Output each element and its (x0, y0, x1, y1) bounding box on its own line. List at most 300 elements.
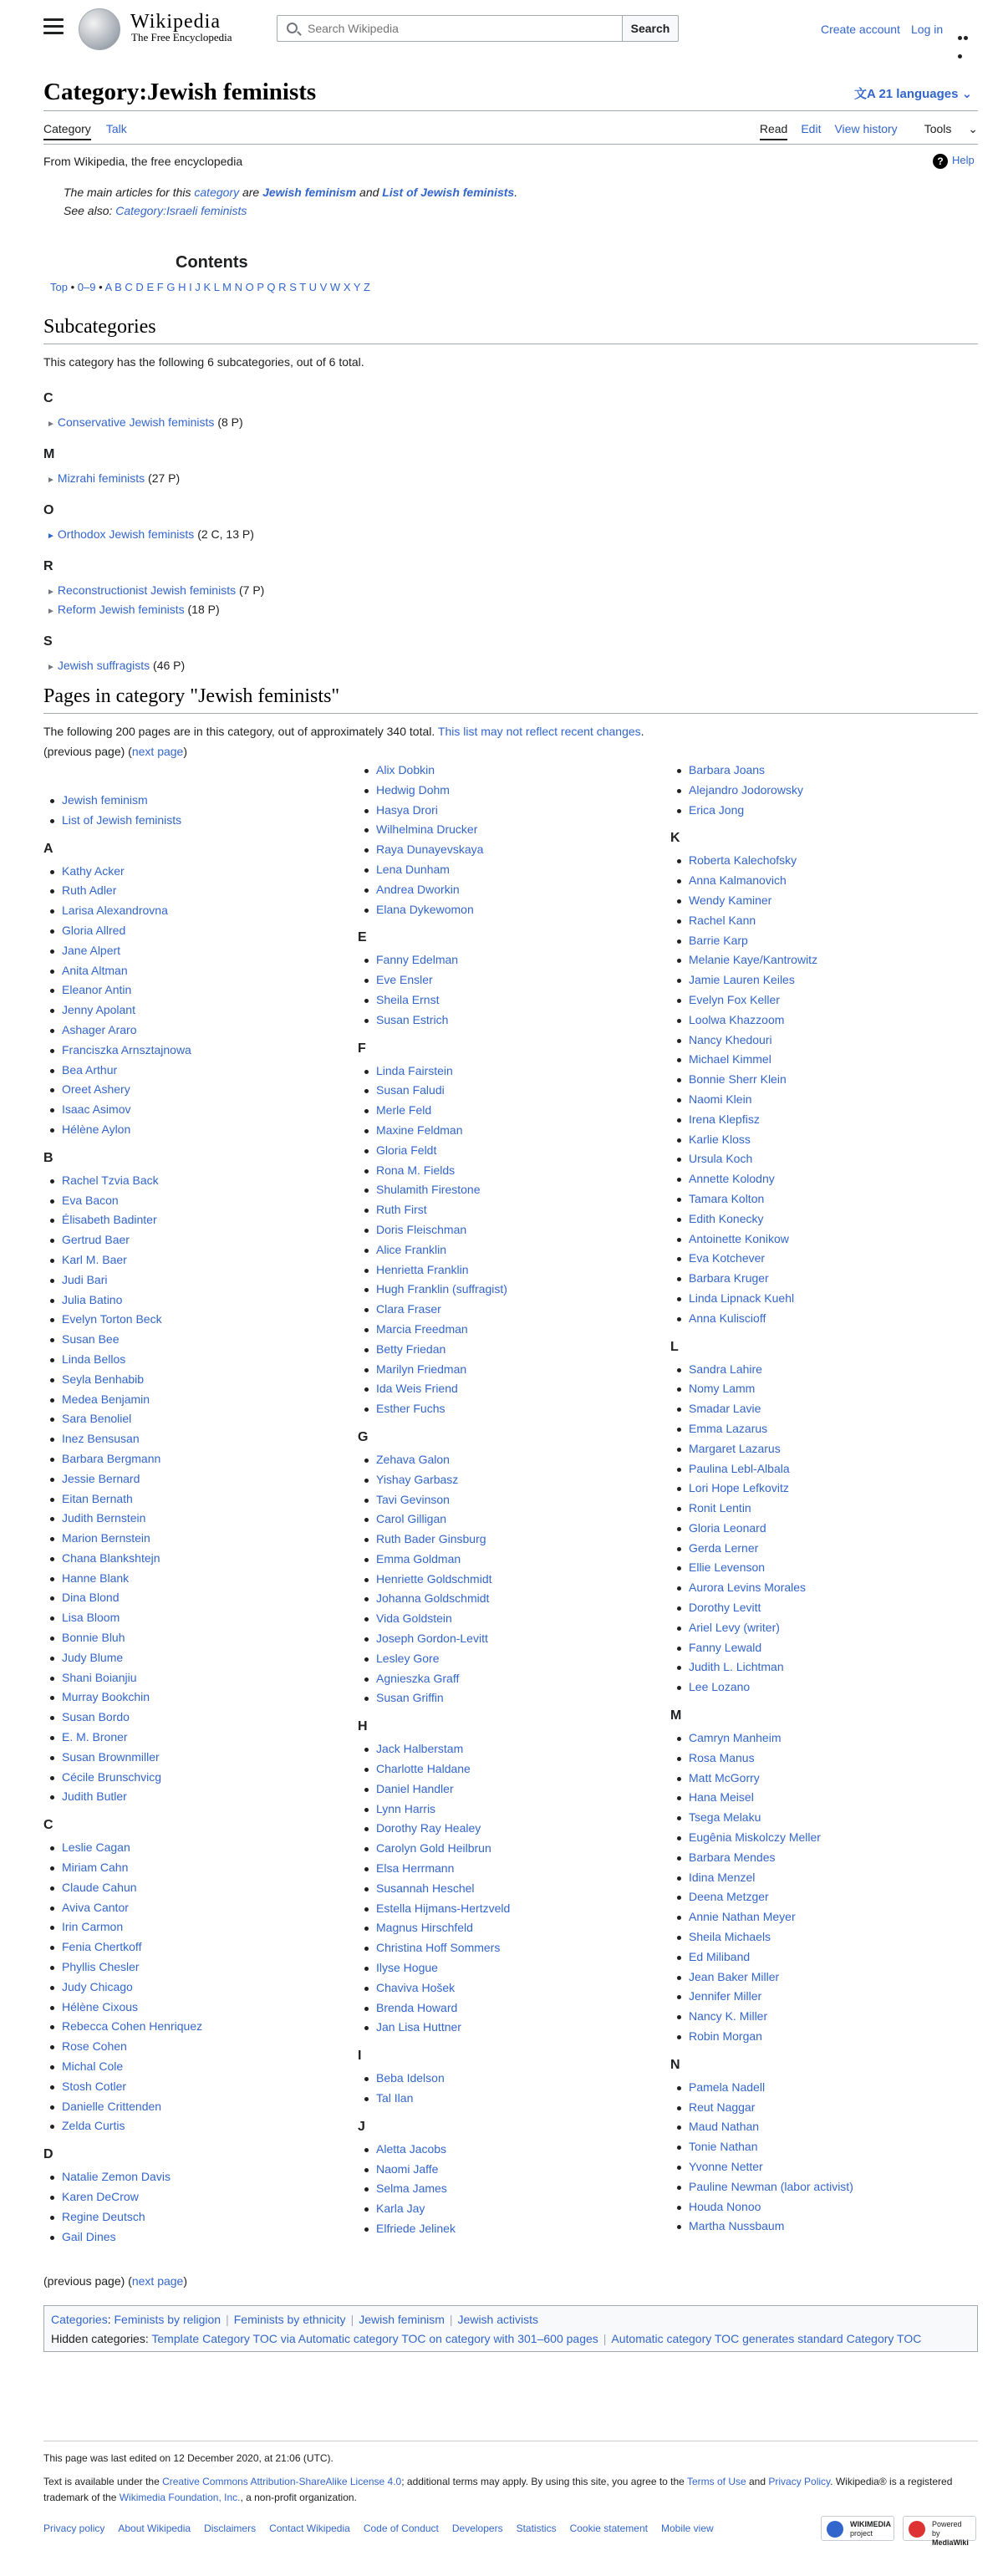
page-link[interactable]: Julia Batino (62, 1292, 123, 1306)
page-link[interactable]: Aletta Jacobs (376, 2141, 447, 2156)
page-link[interactable]: Houda Nonoo (689, 2199, 761, 2213)
page-link[interactable]: Linda Lipnack Kuehl (689, 1291, 795, 1305)
page-link[interactable]: Isaac Asimov (62, 1102, 131, 1117)
page-link[interactable]: Michael Kimmel (689, 1052, 771, 1067)
page-link[interactable]: Nancy K. Miller (689, 2009, 768, 2024)
page-link[interactable]: Rose Cohen (62, 2039, 127, 2054)
hidden-category-link[interactable]: Template Category TOC via Automatic category TOC on category with 301–600 pages (151, 2332, 598, 2345)
page-link[interactable]: Barbara Mendes (689, 1850, 776, 1864)
page-link[interactable]: Hanne Blank (62, 1571, 130, 1585)
toc-link-letter[interactable]: T (299, 281, 306, 293)
page-link[interactable]: Élisabeth Badinter (62, 1213, 157, 1227)
page-link[interactable]: Sara Benoliel (62, 1412, 132, 1426)
page-link[interactable]: Margaret Lazarus (689, 1441, 781, 1455)
page-link[interactable]: Barbara Kruger (689, 1271, 769, 1285)
page-link[interactable]: Anna Kalmanovich (689, 873, 787, 888)
page-link[interactable]: Evelyn Fox Keller (689, 992, 780, 1006)
page-link[interactable]: Ariel Levy (writer) (689, 1620, 780, 1634)
page-link[interactable]: Roberta Kalechofsky (689, 853, 797, 868)
footer-link[interactable]: Privacy policy (43, 2523, 105, 2534)
license-link[interactable]: Creative Commons Attribution-ShareAlike License 4.0 (162, 2476, 402, 2487)
toc-link-letter[interactable]: V (319, 281, 328, 293)
page-link[interactable]: Aviva Cantor (62, 1900, 129, 1914)
page-link[interactable]: Judith L. Lichtman (689, 1660, 784, 1674)
page-link[interactable]: Alix Dobkin (376, 763, 435, 776)
footer-link[interactable]: Disclaimers (204, 2523, 257, 2534)
page-link[interactable]: Sheila Michaels (689, 1930, 771, 1944)
page-link[interactable]: Betty Friedan (376, 1341, 446, 1356)
page-link[interactable]: Natalie Zemon Davis (62, 2170, 171, 2184)
expand-arrow-icon[interactable]: ► (47, 588, 55, 597)
page-link[interactable]: Linda Bellos (62, 1352, 126, 1366)
page-link[interactable]: Carolyn Gold Heilbrun (376, 1841, 491, 1856)
language-button[interactable] (854, 84, 972, 104)
page-link[interactable]: Susan Bee (62, 1332, 120, 1347)
page-link[interactable]: Irena Klepfisz (689, 1112, 760, 1126)
page-link[interactable]: Sheila Ernst (376, 992, 440, 1006)
page-link[interactable]: Reut Naggar (689, 2100, 756, 2114)
page-link[interactable]: Cécile Brunschvicg (62, 1769, 162, 1784)
page-link[interactable]: Beba Idelson (376, 2071, 445, 2085)
page-link[interactable]: Elsa Herrmann (376, 1861, 455, 1876)
page-link[interactable]: Stosh Cotler (62, 2079, 127, 2093)
page-link[interactable]: Hedwig Dohm (376, 782, 450, 797)
page-link[interactable]: Anna Kuliscioff (689, 1311, 766, 1325)
page-link[interactable]: Sandra Lahire (689, 1362, 762, 1376)
page-link[interactable]: Judith Butler (62, 1789, 127, 1804)
tab-category[interactable]: Category (43, 122, 91, 140)
next-page-link[interactable]: next page (131, 2274, 184, 2288)
more-options-icon[interactable] (958, 27, 975, 32)
page-link[interactable]: Regine Deutsch (62, 2209, 145, 2223)
page-link[interactable]: Eva Bacon (62, 1193, 119, 1207)
tab-read[interactable]: Read (760, 122, 787, 140)
page-link[interactable]: Robin Morgan (689, 2029, 762, 2044)
page-link[interactable]: Joseph Gordon-Levitt (376, 1632, 488, 1646)
page-link[interactable]: Eve Ensler (376, 973, 433, 987)
wikimedia-foundation-link[interactable]: Wikimedia Foundation, Inc. (119, 2492, 241, 2504)
page-link[interactable]: Daniel Handler (376, 1781, 454, 1795)
toc-link-letter[interactable]: E (146, 281, 155, 293)
page-link[interactable]: Dina Blond (62, 1591, 120, 1605)
category-link[interactable]: Jewish feminism (359, 2313, 445, 2326)
page-link[interactable]: Leslie Cagan (62, 1840, 130, 1855)
footer-link[interactable]: Developers (451, 2523, 503, 2534)
page-link[interactable]: Dorothy Ray Healey (376, 1821, 481, 1835)
list-item (43, 1429, 353, 1449)
wikipedia-globe-logo[interactable] (79, 8, 120, 50)
page-link[interactable]: Susan Estrich (376, 1012, 449, 1026)
page-link[interactable]: Fanny Lewald (689, 1640, 762, 1654)
toc-link-top[interactable]: Top (50, 281, 68, 293)
main-menu-button[interactable] (43, 18, 64, 35)
page-link[interactable]: Rosa Manus (689, 1750, 755, 1764)
toc-link-letter[interactable]: W (329, 281, 341, 293)
list-item (43, 791, 353, 811)
page-link[interactable]: Pauline Newman (labor activist) (689, 2179, 853, 2193)
create-account-link[interactable]: Create account (821, 23, 900, 36)
page-link[interactable]: List of Jewish feminists (62, 812, 182, 827)
page-link[interactable]: Rebecca Cohen Henriquez (62, 2019, 203, 2034)
page-link[interactable]: Gail Dines (62, 2229, 116, 2243)
page-link[interactable]: Anita Altman (62, 963, 128, 977)
footer-link[interactable]: Statistics (516, 2523, 557, 2534)
page-link[interactable]: Shani Boianjiu (62, 1670, 137, 1684)
toc-link-letter[interactable]: D (135, 281, 144, 293)
page-link[interactable]: Lesley Gore (376, 1651, 440, 1665)
page-link[interactable]: Larisa Alexandrovna (62, 904, 168, 918)
page-link[interactable]: Doris Fleischman (376, 1222, 467, 1236)
category-link[interactable]: Feminists by ethnicity (233, 2313, 346, 2326)
page-link[interactable]: Gerda Lerner (689, 1540, 759, 1555)
page-link[interactable]: Elfriede Jelinek (376, 2222, 456, 2235)
page-link[interactable]: Alejandro Jodorowsky (689, 782, 803, 797)
page-link[interactable]: Eitan Bernath (62, 1491, 133, 1505)
toc-link-letter[interactable]: A (104, 281, 112, 293)
page-link[interactable]: Karen DeCrow (62, 2190, 139, 2203)
expand-arrow-icon[interactable]: ► (47, 532, 55, 541)
page-link[interactable]: Selma James (376, 2181, 447, 2196)
page-link[interactable]: Merle Feld (376, 1103, 432, 1117)
page-link[interactable]: Lee Lozano (689, 1680, 751, 1694)
page-link[interactable]: Seyla Benhabib (62, 1372, 145, 1386)
wikimedia-project-badge[interactable]: WIKIMEDIA project (821, 2516, 894, 2541)
page-link[interactable]: Emma Lazarus (689, 1421, 768, 1435)
page-link[interactable]: Pamela Nadell (689, 2080, 766, 2094)
page-link[interactable]: Jack Halberstam (376, 1742, 464, 1756)
page-link[interactable]: Jamie Lauren Keiles (689, 973, 795, 987)
categories-label-link[interactable]: Categories (51, 2313, 108, 2326)
page-link[interactable]: Gloria Leonard (689, 1520, 766, 1535)
expand-arrow-icon[interactable]: ► (47, 607, 55, 616)
page-link[interactable]: Charlotte Haldane (376, 1762, 471, 1776)
tools-menu[interactable] (911, 122, 978, 135)
hidden-category-link[interactable]: Automatic category TOC generates standard Category TOC (611, 2332, 922, 2345)
page-link[interactable]: Brenda Howard (376, 2000, 458, 2014)
page-link[interactable]: Agnieszka Graff (376, 1671, 460, 1685)
help-link[interactable] (933, 152, 975, 170)
page-link[interactable]: Yishay Garbasz (376, 1472, 459, 1486)
page-link[interactable]: Karlie Kloss (689, 1132, 751, 1146)
page-link[interactable]: Lori Hope Lefkovitz (689, 1481, 789, 1495)
page-link[interactable]: Ronit Lentin (689, 1501, 751, 1515)
page-link[interactable]: Martha Nussbaum (689, 2219, 785, 2233)
page-link[interactable]: Ashager Araro (62, 1022, 137, 1036)
page-link[interactable]: Hugh Franklin (suffragist) (376, 1282, 507, 1296)
footer-link[interactable]: Code of Conduct (363, 2523, 439, 2534)
page-link[interactable]: Gloria Feldt (376, 1143, 437, 1157)
page-link[interactable]: Susan Bordo (62, 1710, 130, 1724)
page-link[interactable]: Barrie Karp (689, 933, 748, 947)
terms-of-use-link[interactable]: Terms of Use (686, 2476, 746, 2487)
page-link[interactable]: Murray Bookchin (62, 1690, 150, 1704)
toc-link-letter[interactable]: X (343, 281, 351, 293)
page-link[interactable]: Smadar Lavie (689, 1402, 761, 1416)
page-link[interactable]: Magnus Hirschfeld (376, 1921, 473, 1935)
page-link[interactable]: Marilyn Friedman (376, 1362, 467, 1376)
page-link[interactable]: Lynn Harris (376, 1801, 436, 1815)
toc-link-letter[interactable]: Q (267, 281, 276, 293)
page-link[interactable]: Jane Alpert (62, 943, 121, 957)
page-link[interactable]: Matt McGorry (689, 1770, 760, 1784)
list-item (358, 1918, 667, 1938)
page-list (358, 1450, 667, 1708)
page-link[interactable]: Jan Lisa Huttner (376, 2020, 461, 2034)
toc-link-letter[interactable]: I (189, 281, 192, 293)
subcategory-link[interactable]: Reform Jewish feminists (57, 603, 185, 616)
page-link[interactable]: Erica Jong (689, 802, 745, 817)
tab-edit[interactable]: Edit (801, 122, 822, 135)
page-link[interactable]: Henriette Goldschmidt (376, 1571, 492, 1586)
pagination-bottom: (previous page) (next page) (43, 2274, 188, 2288)
page-link[interactable]: Tavi Gevinson (376, 1492, 450, 1506)
list-item (358, 1141, 667, 1161)
page-link[interactable]: Karl M. Baer (62, 1252, 127, 1266)
page-link[interactable]: Zehava Galon (376, 1452, 450, 1466)
footer-link[interactable]: Cookie statement (569, 2523, 648, 2534)
page-link[interactable]: Rona M. Fields (376, 1163, 456, 1177)
toc-link-letter[interactable]: U (308, 281, 317, 293)
page-link[interactable]: Dorothy Levitt (689, 1601, 761, 1615)
page-link[interactable]: Edith Konecky (689, 1211, 764, 1225)
page-link[interactable]: Ruth Bader Ginsburg (376, 1532, 486, 1546)
page-link[interactable]: Rachel Tzvia Back (62, 1173, 159, 1187)
page-link[interactable]: Eva Kotchever (689, 1251, 766, 1265)
page-link[interactable]: Raya Dunayevskaya (376, 843, 484, 857)
page-link[interactable]: Carol Gilligan (376, 1512, 447, 1526)
page-link[interactable]: Irin Carmon (62, 1920, 124, 1934)
page-link[interactable]: Ruth First (376, 1203, 427, 1217)
page-link[interactable]: Chaviva Hošek (376, 1980, 456, 1994)
page-link[interactable]: Deena Metzger (689, 1890, 769, 1904)
page-link[interactable]: Medea Benjamin (62, 1392, 150, 1406)
page-link[interactable]: Michal Cole (62, 2059, 124, 2074)
page-link[interactable]: Barbara Bergmann (62, 1451, 161, 1465)
page-letter-heading: K (670, 831, 680, 846)
category-link[interactable]: Feminists by religion (114, 2313, 221, 2326)
page-link[interactable]: Rachel Kann (689, 913, 756, 927)
page-link[interactable]: Annie Nathan Meyer (689, 1910, 796, 1924)
search-box[interactable] (277, 15, 622, 42)
page-link[interactable]: Nomy Lamm (689, 1382, 756, 1396)
search-button[interactable]: Search (622, 15, 679, 42)
page-link[interactable]: Oreet Ashery (62, 1082, 130, 1097)
toc-link-letter[interactable]: N (234, 281, 242, 293)
page-link[interactable]: Ed Miliband (689, 1949, 751, 1963)
toc-link-letter[interactable]: P (257, 281, 264, 293)
page-link[interactable]: Hasya Drori (376, 802, 438, 817)
toc-link-letter[interactable]: C (125, 281, 133, 293)
page-link[interactable]: Fanny Edelman (376, 953, 459, 967)
page-link[interactable]: Loolwa Khazzoom (689, 1012, 785, 1026)
page-link[interactable]: Lena Dunham (376, 862, 450, 876)
list-item (358, 950, 667, 970)
page-link[interactable]: Paulina Lebl-Albala (689, 1461, 790, 1475)
page-link[interactable]: Esther Fuchs (376, 1402, 445, 1416)
page-link[interactable]: Ursula Koch (689, 1152, 753, 1166)
toc-link-letter[interactable]: M (222, 281, 232, 293)
list-item (43, 1230, 353, 1250)
list-item (358, 900, 667, 920)
page-link[interactable]: Chana Blankshtejn (62, 1550, 160, 1565)
page-link[interactable]: Gloria Allred (62, 923, 126, 937)
page-link[interactable]: Judy Chicago (62, 1979, 133, 1993)
page-link[interactable]: Marcia Freedman (376, 1321, 468, 1336)
toc-link-letter[interactable]: F (156, 281, 164, 293)
expand-arrow-icon[interactable]: ► (47, 476, 55, 485)
page-link[interactable]: Ida Weis Friend (376, 1382, 458, 1396)
subcategory-link[interactable]: Jewish suffragists (57, 659, 150, 672)
page-link[interactable]: Maxine Feldman (376, 1123, 463, 1137)
page-link[interactable]: Bonnie Bluh (62, 1631, 125, 1645)
page-link[interactable]: Antoinette Konikow (689, 1231, 789, 1245)
page-link[interactable]: Ilyse Hogue (376, 1961, 438, 1975)
page-link[interactable]: Idina Menzel (689, 1870, 756, 1884)
page-link[interactable]: E. M. Broner (62, 1730, 128, 1744)
page-link[interactable]: Barbara Joans (689, 763, 766, 776)
page-link[interactable]: Susan Faludi (376, 1083, 445, 1097)
page-link[interactable]: Tal Ilan (376, 2091, 414, 2105)
page-link[interactable]: Judy Blume (62, 1650, 124, 1664)
next-page-link[interactable]: next page (131, 745, 184, 758)
page-link[interactable]: Camryn Manheim (689, 1731, 782, 1745)
expand-arrow-icon[interactable]: ► (47, 663, 55, 672)
subcategory-link[interactable]: Mizrahi feminists (57, 471, 145, 485)
page-link[interactable]: Inez Bensusan (62, 1432, 140, 1446)
page-link[interactable]: Zelda Curtis (62, 2119, 125, 2133)
page-link[interactable]: Bonnie Sherr Klein (689, 1072, 787, 1087)
page-link[interactable]: Hana Meisel (689, 1790, 754, 1805)
category-link[interactable]: category (194, 186, 240, 199)
page-link[interactable]: Karla Jay (376, 2202, 425, 2216)
page-link[interactable]: Danielle Crittenden (62, 2099, 162, 2113)
page-link[interactable]: Vida Goldstein (376, 1611, 452, 1626)
footer-link[interactable]: Mobile view (660, 2523, 714, 2534)
category-link[interactable]: Jewish activists (457, 2313, 539, 2326)
page-link[interactable]: Bea Arthur (62, 1062, 118, 1077)
toc-link-letter[interactable]: S (289, 281, 297, 293)
toc-link-letter[interactable]: R (278, 281, 287, 293)
page-link[interactable]: Hélène Cixous (62, 1999, 139, 2013)
page-link[interactable]: Aurora Levins Morales (689, 1581, 807, 1595)
page-link[interactable]: Miriam Cahn (62, 1861, 129, 1875)
page-link[interactable]: Annette Kolodny (689, 1172, 775, 1186)
tab-talk[interactable]: Talk (105, 122, 127, 135)
page-link[interactable]: Susan Brownmiller (62, 1749, 160, 1764)
page-link[interactable]: Susannah Heschel (376, 1881, 475, 1895)
page-link[interactable]: Shulamith Firestone (376, 1183, 481, 1197)
list-item (670, 1269, 980, 1289)
toc-link-letter[interactable]: B (115, 281, 122, 293)
page-link[interactable]: Lisa Bloom (62, 1611, 120, 1625)
toc-link-letter[interactable]: Z (363, 281, 370, 293)
main-article-link[interactable]: List of Jewish feminists (382, 186, 515, 199)
page-link[interactable]: Jewish feminism (62, 793, 148, 807)
toc-link-letter[interactable]: G (166, 281, 176, 293)
page-link[interactable]: Elana Dykewomon (376, 902, 474, 916)
expand-arrow-icon[interactable]: ► (47, 420, 55, 429)
footer-link[interactable]: About Wikipedia (118, 2523, 191, 2534)
tab-view-history[interactable]: View history (834, 122, 898, 135)
page-link[interactable]: Ellie Levenson (689, 1560, 766, 1575)
page-link[interactable]: Tsega Melaku (689, 1810, 761, 1825)
list-item (358, 1550, 667, 1570)
page-link[interactable]: Maud Nathan (689, 2120, 760, 2134)
logo-title[interactable]: Wikipedia (130, 11, 221, 33)
footer-link[interactable]: Contact Wikipedia (269, 2523, 350, 2534)
page-link[interactable]: Johanna Goldschmidt (376, 1591, 490, 1606)
page-link[interactable]: Wendy Kaminer (689, 893, 772, 907)
see-also-link[interactable]: Category:Israeli feminists (115, 203, 247, 217)
toc-link-letter[interactable]: H (178, 281, 186, 293)
privacy-policy-link[interactable]: Privacy Policy (768, 2476, 831, 2487)
subcategory-letter-heading: O (43, 503, 54, 517)
subcategory-link[interactable]: Reconstructionist Jewish feminists (57, 583, 237, 597)
toc-link-letter[interactable]: O (245, 281, 254, 293)
page-link[interactable]: Phyllis Chesler (62, 1960, 140, 1974)
toc-link-letter[interactable]: K (203, 281, 211, 293)
page-link[interactable]: Jessie Bernard (62, 1471, 140, 1485)
page-link[interactable]: Fenia Chertkoff (62, 1940, 142, 1954)
recent-changes-link[interactable]: This list may not reflect recent changes (437, 725, 641, 738)
page-link[interactable]: Christina Hoff Sommers (376, 1941, 501, 1955)
page-link[interactable]: Eleanor Antin (62, 983, 132, 997)
page-link[interactable]: Gertrud Baer (62, 1233, 130, 1247)
page-link[interactable]: Tamara Kolton (689, 1191, 765, 1205)
powered-by-mediawiki-badge[interactable]: Powered by MediaWiki (903, 2516, 976, 2541)
main-article-link[interactable]: Jewish feminism (262, 186, 357, 199)
page-link[interactable]: Ruth Adler (62, 883, 117, 898)
page-link[interactable]: Jennifer Miller (689, 1989, 762, 2003)
page-link[interactable]: Nancy Khedouri (689, 1032, 772, 1046)
page-link[interactable]: Kathy Acker (62, 863, 125, 878)
page-link[interactable]: Hélène Aylon (62, 1122, 131, 1136)
page-link[interactable]: Wilhelmina Drucker (376, 822, 478, 837)
subcategory-link[interactable]: Conservative Jewish feminists (57, 415, 215, 429)
page-link[interactable]: Judith Bernstein (62, 1511, 146, 1525)
page-link[interactable]: Melanie Kaye/Kantrowitz (689, 953, 818, 967)
page-link[interactable]: Alice Franklin (376, 1242, 447, 1256)
page-link[interactable]: Tonie Nathan (689, 2140, 758, 2154)
page-link[interactable]: Henrietta Franklin (376, 1262, 469, 1276)
page-list (43, 862, 353, 1140)
page-link[interactable]: Linda Fairstein (376, 1063, 453, 1077)
page-link[interactable]: Clara Fraser (376, 1302, 441, 1316)
page-link[interactable]: Emma Goldman (376, 1551, 461, 1565)
page-link[interactable]: Marion Bernstein (62, 1531, 150, 1545)
search-input[interactable] (308, 16, 617, 41)
page-link[interactable]: Judi Bari (62, 1272, 108, 1286)
page-link[interactable]: Yvonne Netter (689, 2160, 763, 2173)
page-link[interactable]: Andrea Dworkin (376, 882, 460, 896)
toc-link-letter[interactable]: L (213, 281, 220, 293)
login-link[interactable]: Log in (911, 23, 944, 36)
page-link[interactable]: Susan Griffin (376, 1691, 444, 1705)
subcategory-link[interactable]: Orthodox Jewish feminists (57, 527, 195, 541)
page-link[interactable]: Claude Cahun (62, 1880, 137, 1894)
page-link[interactable]: Naomi Klein (689, 1092, 752, 1106)
page-link[interactable]: Franciszka Arnsztajnowa (62, 1042, 191, 1056)
page-link[interactable]: Jenny Apolant (62, 1003, 135, 1017)
toc-link-letter[interactable]: J (195, 281, 201, 293)
page-link[interactable]: Jean Baker Miller (689, 1969, 780, 1983)
page-link[interactable]: Eugênia Miskolczy Meller (689, 1830, 821, 1845)
page-link[interactable]: Estella Hijmans-Hertzveld (376, 1901, 511, 1915)
page-link[interactable]: Naomi Jaffe (376, 2161, 439, 2176)
toc-link-digits[interactable]: 0–9 (77, 281, 96, 293)
page-link[interactable]: Evelyn Torton Beck (62, 1312, 162, 1326)
toc-link-letter[interactable]: Y (353, 281, 361, 293)
